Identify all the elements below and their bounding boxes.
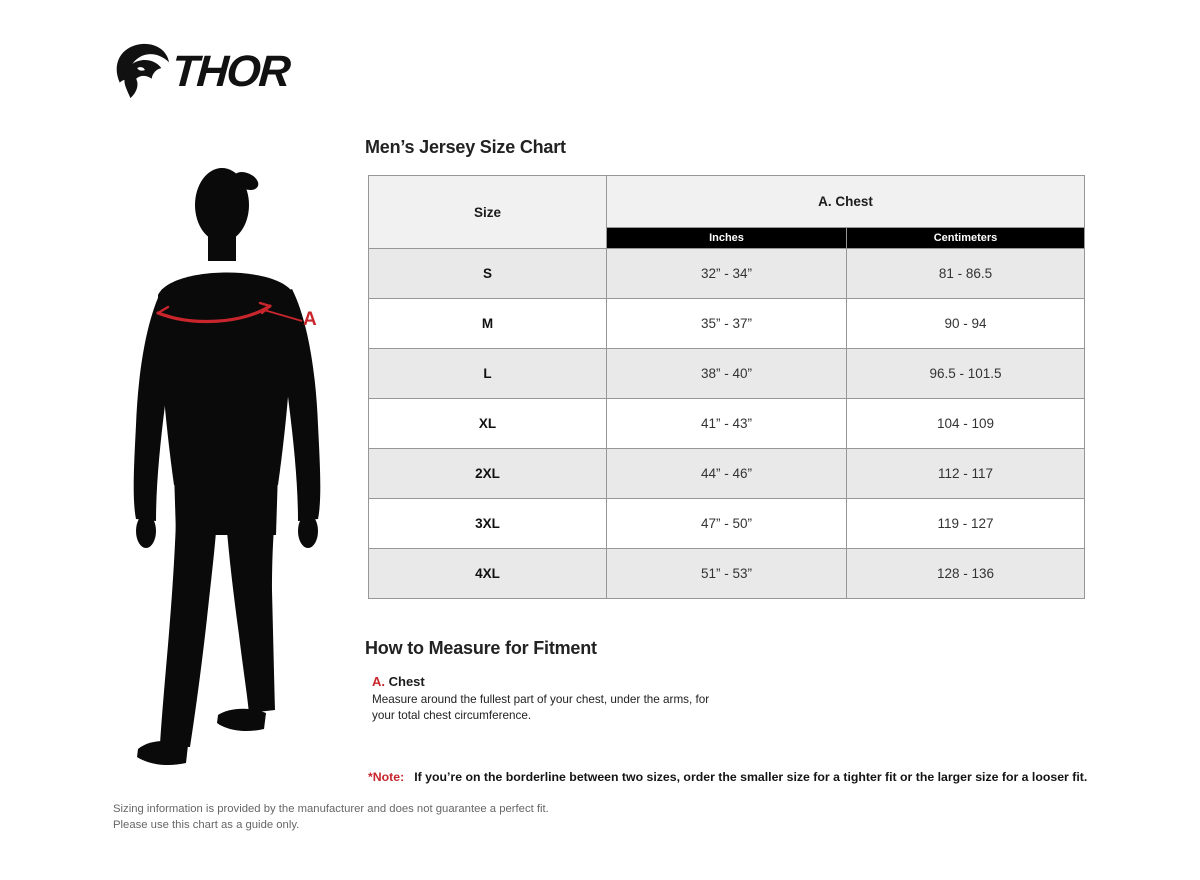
disclaimer-text: [113, 802, 549, 833]
thor-logo: [112, 42, 289, 102]
table-row-xl: [369, 399, 1085, 449]
table-row-4xl: [369, 549, 1085, 599]
size-value: XL: [369, 399, 607, 449]
inches-value: 41” - 43”: [607, 399, 847, 449]
column-header-chest: A. Chest: [607, 176, 1085, 228]
table-row-2xl: [369, 449, 1085, 499]
cm-value: 112 - 117: [847, 449, 1085, 499]
measure-item-title: [372, 674, 742, 689]
table-row-m: [369, 299, 1085, 349]
inches-value: 44” - 46”: [607, 449, 847, 499]
male-silhouette-illustration: [122, 163, 334, 785]
size-value: 4XL: [369, 549, 607, 599]
size-chart-table: [368, 175, 1085, 599]
sizing-note: [368, 770, 1087, 784]
cm-value: 104 - 109: [847, 399, 1085, 449]
cm-value: 96.5 - 101.5: [847, 349, 1085, 399]
table-row-s: [369, 249, 1085, 299]
measure-item-chest: [372, 674, 742, 723]
body-measurement-figure: [122, 163, 334, 785]
thor-goat-icon: [112, 42, 170, 102]
page-title: Men’s Jersey Size Chart: [365, 137, 566, 157]
inches-value: 35” - 37”: [607, 299, 847, 349]
chest-measure-label-a: A: [303, 309, 317, 330]
measure-name: Chest: [388, 674, 425, 689]
note-label: *Note:: [368, 770, 405, 784]
size-value: 2XL: [369, 449, 607, 499]
size-value: S: [369, 249, 607, 299]
inches-value: 32” - 34”: [607, 249, 847, 299]
size-value: M: [369, 299, 607, 349]
table-row-l: [369, 349, 1085, 399]
inches-value: 51” - 53”: [607, 549, 847, 599]
inches-value: 47” - 50”: [607, 499, 847, 549]
cm-value: 119 - 127: [847, 499, 1085, 549]
measure-description: Measure around the fullest part of your chest, under the arms, for your total chest circumference.: [372, 693, 710, 722]
cm-value: 81 - 86.5: [847, 249, 1085, 299]
unit-header-inches: Inches: [607, 228, 847, 249]
size-value: 3XL: [369, 499, 607, 549]
how-to-measure-heading: How to Measure for Fitment: [365, 638, 597, 658]
table-row-3xl: [369, 499, 1085, 549]
thor-wordmark: THOR: [170, 47, 291, 96]
note-text: If you’re on the borderline between two sizes, order the smaller size for a tighter fit or the larger size for a looser fit.: [414, 770, 1088, 784]
unit-header-centimeters: Centimeters: [847, 228, 1085, 249]
disclaimer-line-1: Sizing information is provided by the manufacturer and does not guarantee a perfect fit.: [113, 803, 549, 815]
column-header-size: Size: [369, 176, 607, 249]
cm-value: 90 - 94: [847, 299, 1085, 349]
measure-letter: A.: [372, 674, 385, 689]
inches-value: 38” - 40”: [607, 349, 847, 399]
cm-value: 128 - 136: [847, 549, 1085, 599]
size-value: L: [369, 349, 607, 399]
disclaimer-line-2: Please use this chart as a guide only.: [113, 818, 300, 831]
